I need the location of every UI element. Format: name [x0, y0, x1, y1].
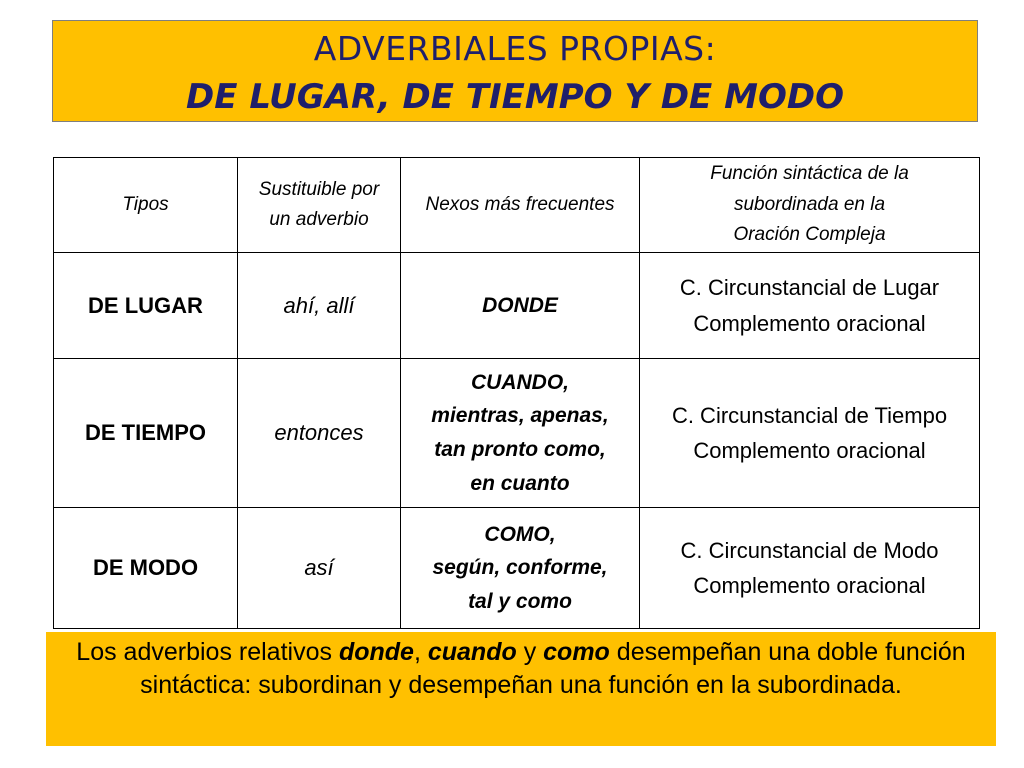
nexo-line: COMO,: [484, 522, 556, 546]
nexo-line: mientras, apenas,: [431, 404, 609, 428]
funcion-line: C. Circunstancial de Lugar: [679, 275, 940, 301]
header-text: Tipos: [122, 193, 169, 215]
nexo-line: según, conforme,: [432, 556, 608, 580]
sustituible-cell: ahí, allí: [238, 253, 401, 359]
sustituible-cell: así: [238, 508, 401, 629]
table-row-tiempo: [54, 359, 980, 508]
nexos-cell: [401, 253, 640, 359]
funcion-line: C. Circunstancial de Modo: [680, 537, 939, 563]
header-text: Función sintáctica de la: [710, 163, 909, 185]
note-emphasis-cuando: cuando: [427, 638, 517, 666]
tipo-cell: DE TIEMPO: [54, 359, 238, 508]
table-header-row: [54, 158, 980, 253]
tipo-cell: DE LUGAR: [54, 253, 238, 359]
funcion-cell: [640, 508, 980, 629]
header-text: Oración Compleja: [733, 224, 886, 246]
header-tipos: [54, 158, 238, 253]
nexo-line: DONDE: [482, 293, 558, 317]
title-line-1: ADVERBIALES PROPIAS:: [313, 29, 717, 68]
funcion-cell: [640, 253, 980, 359]
nexo-line: tan pronto como,: [434, 438, 606, 461]
header-nexos: [401, 158, 640, 253]
note-emphasis-como: como: [543, 638, 610, 666]
nexo-line: en cuanto: [470, 471, 570, 495]
note-text: y: [516, 638, 544, 666]
tipo-cell: DE MODO: [54, 508, 238, 629]
note-box: [46, 632, 996, 746]
nexo-line: CUANDO,: [471, 370, 569, 394]
note-text: ,: [413, 638, 428, 666]
sustituible-cell: entonces: [238, 359, 401, 508]
header-text: Sustituible por: [258, 178, 380, 200]
header-text: subordinada en la: [733, 193, 886, 215]
header-sustituible: [238, 158, 401, 253]
note-text: Los adverbios relativos: [76, 638, 339, 666]
header-funcion: [640, 158, 980, 253]
funcion-line: Complemento oracional: [693, 310, 926, 336]
title-line-2: DE LUGAR, DE TIEMPO Y DE MODO: [186, 77, 844, 117]
table-row-modo: [54, 508, 980, 629]
nexo-line: tal y como: [468, 589, 572, 613]
funcion-cell: [640, 359, 980, 508]
funcion-line: Complemento oracional: [693, 438, 926, 463]
header-text: un adverbio: [269, 209, 369, 230]
funcion-line: C. Circunstancial de Tiempo: [671, 402, 948, 428]
nexos-cell: [401, 359, 640, 508]
funcion-line: Complemento oracional: [693, 573, 926, 598]
adverbial-table: [53, 157, 980, 629]
nexos-cell: [401, 508, 640, 629]
note-text: desempeñan una doble función sintáctica: subordinan y desempeñan una función en la subordinada.: [140, 638, 966, 700]
table-row-lugar: [54, 253, 980, 359]
note-emphasis-donde: donde: [338, 638, 414, 666]
title-box: [52, 20, 978, 122]
header-text: Nexos más frecuentes: [425, 193, 615, 215]
